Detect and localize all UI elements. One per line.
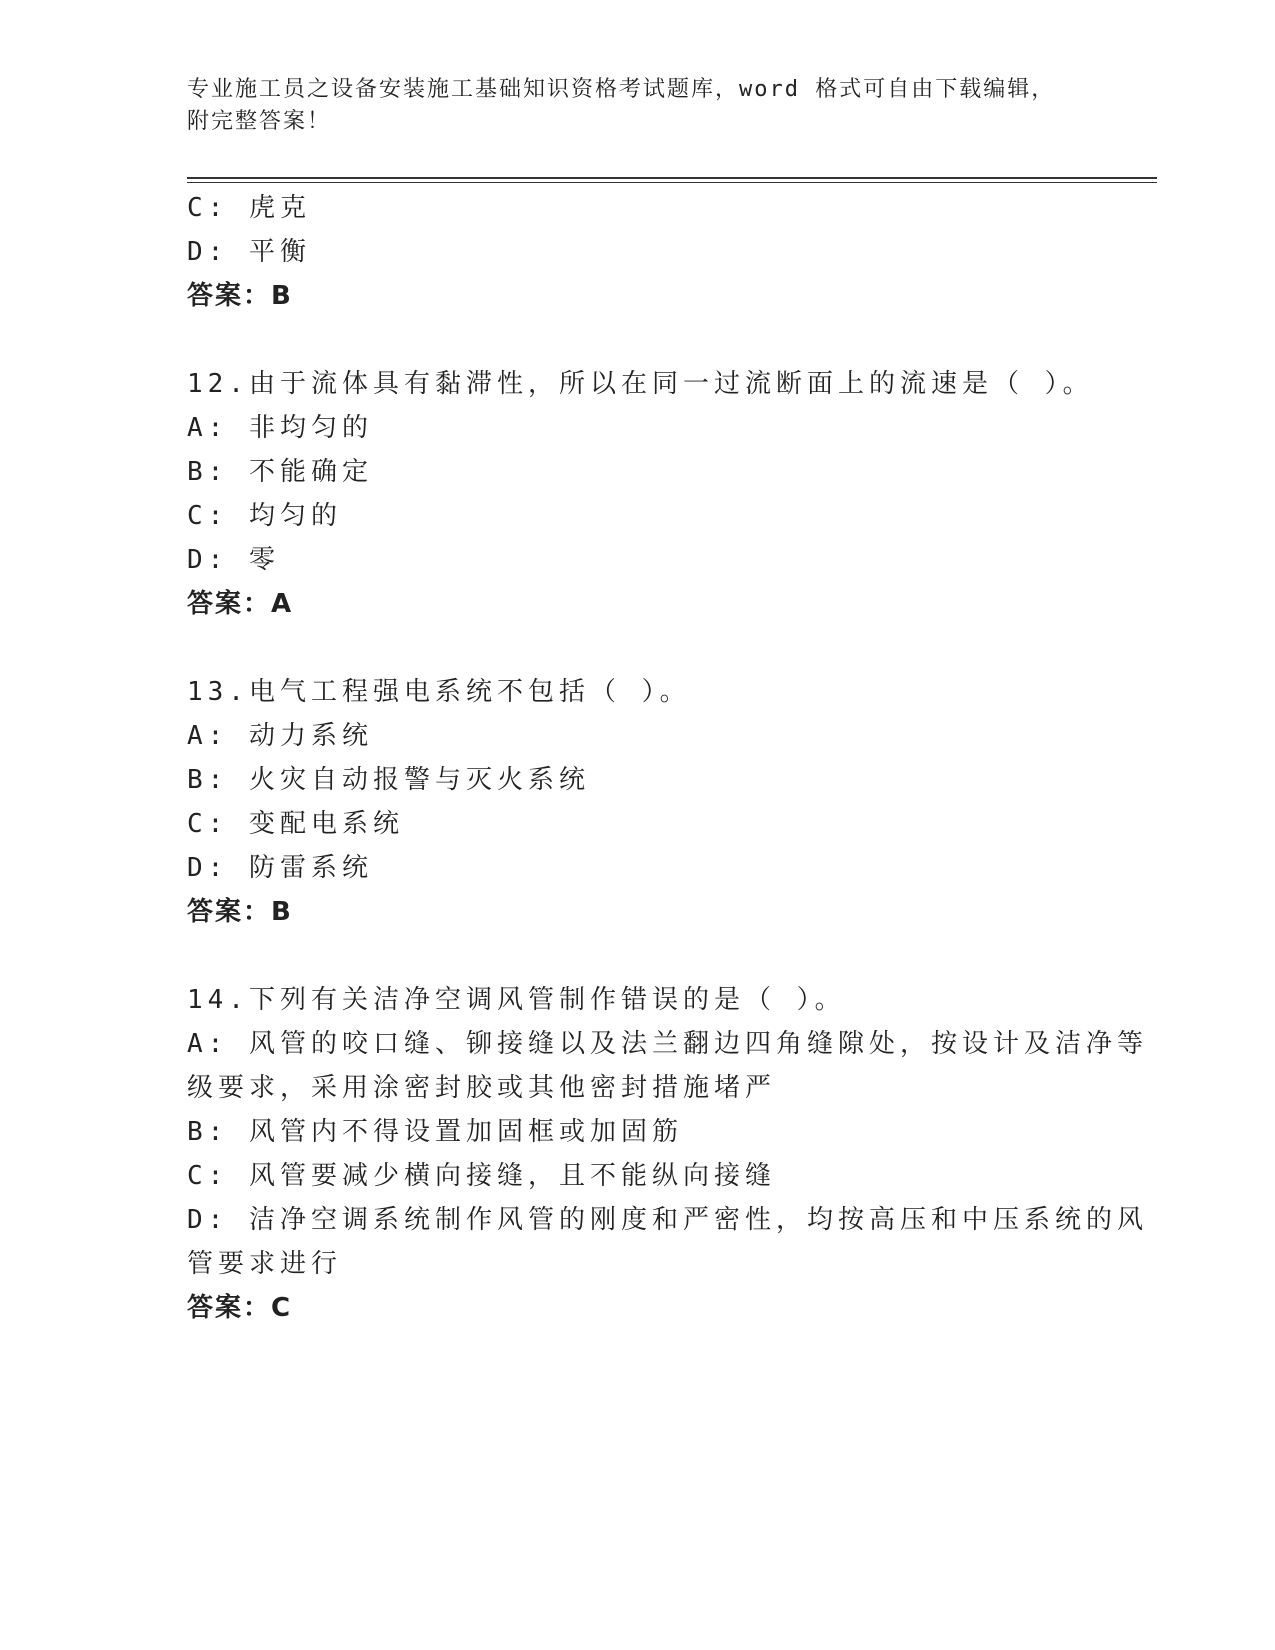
q14-option-a-line-1: A: 风管的咬口缝、铆接缝以及法兰翻边四角缝隙处，按设计及洁净等 [187, 1029, 1148, 1059]
q12-answer: 答案：A [187, 589, 294, 619]
q14-question: 14.下列有关洁净空调风管制作错误的是（ ）。 [187, 985, 846, 1015]
q14-option-b: B: 风管内不得设置加固框或加固筋 [187, 1117, 683, 1147]
q14-answer: 答案：C [187, 1293, 293, 1323]
q12-option-c: C: 均匀的 [187, 501, 342, 531]
header-line-1: 专业施工员之设备安装施工基础知识资格考试题库，word 格式可自由下载编辑， [187, 77, 1056, 102]
header-divider-thick [187, 177, 1157, 179]
header-divider-thin [187, 182, 1157, 183]
q13-option-c: C: 变配电系统 [187, 809, 404, 839]
q13-question: 13.电气工程强电系统不包括（ ）。 [187, 677, 691, 707]
q11-answer: 答案：B [187, 281, 293, 311]
q12-option-a: A: 非均匀的 [187, 413, 373, 443]
q13-option-d: D: 防雷系统 [187, 853, 373, 883]
q12-question: 12.由于流体具有黏滞性，所以在同一过流断面上的流速是（ ）。 [187, 369, 1094, 399]
q13-option-a: A: 动力系统 [187, 721, 373, 751]
q14-option-c: C: 风管要减少横向接缝，且不能纵向接缝 [187, 1161, 776, 1191]
header-line-2: 附完整答案！ [187, 109, 332, 134]
q14-option-d-line-2: 管要求进行 [187, 1249, 343, 1279]
q12-option-d: D: 零 [187, 545, 280, 575]
q14-option-a-line-2: 级要求，采用涂密封胶或其他密封措施堵严 [187, 1073, 777, 1103]
document-header [187, 74, 1067, 138]
q13-option-b: B: 火灾自动报警与灭火系统 [187, 765, 590, 795]
q11-option-c: C: 虎克 [187, 193, 311, 223]
q12-option-b: B: 不能确定 [187, 457, 373, 487]
q11-option-d: D: 平衡 [187, 237, 311, 267]
q14-option-d-line-1: D: 洁净空调系统制作风管的刚度和严密性，均按高压和中压系统的风 [187, 1205, 1148, 1235]
q13-answer: 答案：B [187, 897, 293, 927]
